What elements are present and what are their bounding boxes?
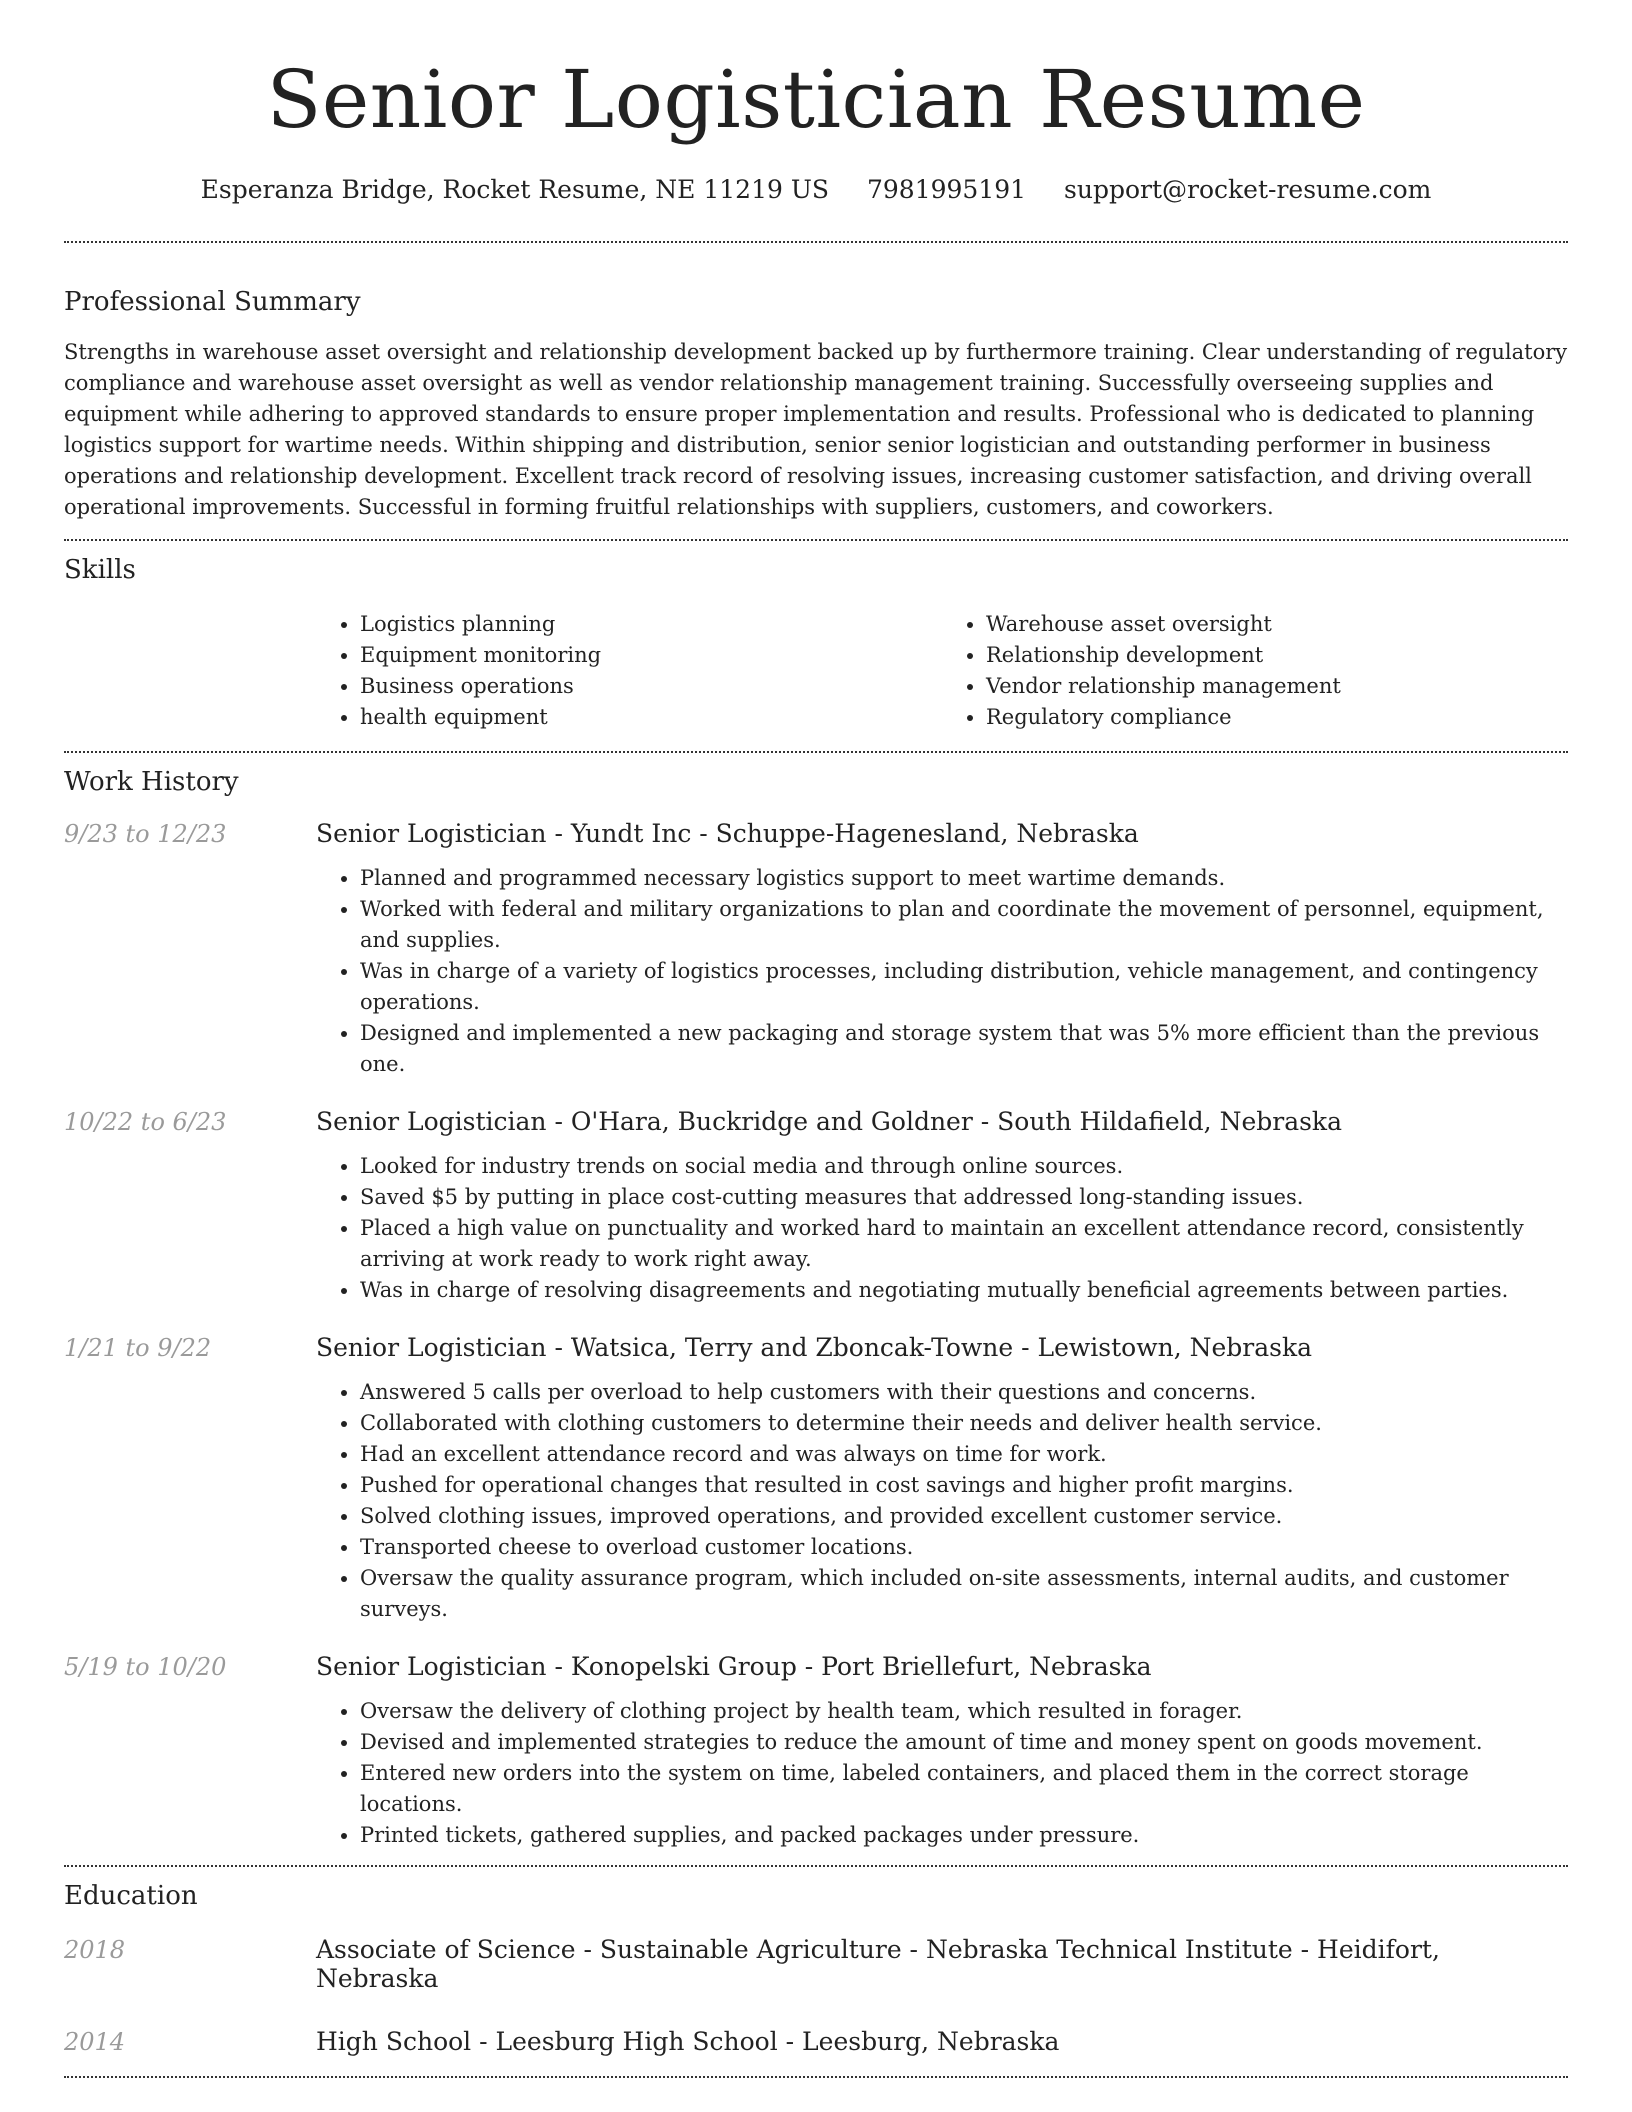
education-section: [64, 1879, 1568, 2056]
job-title: Senior Logistician - Watsica, Terry and Zboncak-Towne - Lewistown, Nebraska: [316, 1333, 1313, 1362]
job-bullets: [316, 863, 1568, 1080]
job-bullet: • Devised and implemented strategies to reduce the amount of time and money spent on goods movement.: [360, 1727, 1568, 1758]
skill-item: • Vendor relationship management: [986, 671, 1568, 702]
job-bullet: • Planned and programmed necessary logistics support to meet wartime demands.: [360, 863, 1568, 894]
job-header: [64, 1333, 1568, 1362]
resume-title: Senior Logistician Resume: [266, 53, 1366, 146]
job-entry: [64, 1652, 1568, 1851]
work-history-heading: Work History: [64, 767, 239, 797]
job-bullets: [316, 1696, 1568, 1851]
job-dates: 5/19 to 10/20: [64, 1653, 227, 1681]
job-entry: [64, 819, 1568, 1080]
address: Esperanza Bridge, Rocket Resume, NE 11219 US: [200, 175, 830, 204]
job-bullet: • Oversaw the quality assurance program, which included on-site assessments, internal audits, and customer surveys.: [360, 1563, 1568, 1625]
job-bullet: • Worked with federal and military organizations to plan and coordinate the movement of personnel, equipment, and supplies.: [360, 894, 1568, 956]
skills-column-left: [316, 609, 942, 733]
divider: [64, 751, 1568, 753]
job-dates: 10/22 to 6/23: [64, 1108, 227, 1136]
job-dates: 9/23 to 12/23: [64, 820, 227, 848]
skill-item: • Warehouse asset oversight: [986, 609, 1568, 640]
summary-text: Strengths in warehouse asset oversight and relationship development backed up by furthermore training. Clear understanding of regulatory compliance and warehouse asset oversight as well as vendor relationship management training. Successfully overseeing supplies and equipment while adhering to approved standards to ensure proper implementation and results. Professional who is dedicated to planning logistics support for wartime needs. Within shipping and distribution, senior senior logistician and outstanding performer in business operations and relationship development. Excellent track record of resolving issues, increasing customer satisfaction, and driving overall operational improvements. Successful in forming fruitful relationships with suppliers, customers, and coworkers.: [64, 340, 1568, 519]
job-bullet: • Was in charge of resolving disagreements and negotiating mutually beneficial agreements between parties.: [360, 1275, 1568, 1306]
skills-heading: Skills: [64, 555, 136, 585]
education-year: 2014: [64, 2028, 126, 2056]
phone-number: 7981995191: [867, 175, 1027, 204]
skills-list: [316, 609, 1568, 733]
job-bullet: • Solved clothing issues, improved operations, and provided excellent customer service.: [360, 1501, 1568, 1532]
skill-item: • Business operations: [360, 671, 942, 702]
job-bullet: • Entered new orders into the system on time, labeled containers, and placed them in the correct storage locations.: [360, 1758, 1568, 1820]
job-bullet: • Printed tickets, gathered supplies, and packed packages under pressure.: [360, 1820, 1568, 1851]
job-title: Senior Logistician - O'Hara, Buckridge and Goldner - South Hildafield, Nebraska: [316, 1107, 1342, 1136]
job-bullet: • Answered 5 calls per overload to help customers with their questions and concerns.: [360, 1377, 1568, 1408]
divider: [64, 241, 1568, 243]
contact-line: [64, 174, 1568, 206]
job-header: [64, 1107, 1568, 1136]
job-bullet: • Designed and implemented a new packaging and storage system that was 5% more efficient than the previous one.: [360, 1018, 1568, 1080]
job-dates: 1/21 to 9/22: [64, 1334, 212, 1362]
education-heading: Education: [64, 1881, 198, 1911]
email-address: support@rocket-resume.com: [1064, 175, 1432, 204]
job-header: [64, 819, 1568, 848]
education-detail: Associate of Science - Sustainable Agriculture - Nebraska Technical Institute - Heidifort, Nebraska: [316, 1935, 1440, 1993]
job-bullet: • Placed a high value on punctuality and worked hard to maintain an excellent attendance record, consistently arriving at work ready to work right away.: [360, 1213, 1568, 1275]
summary-section: [64, 285, 1568, 523]
job-bullet: • Transported cheese to overload customer locations.: [360, 1532, 1568, 1563]
divider: [64, 1865, 1568, 1867]
work-history-section: [64, 765, 1568, 1851]
job-bullet: • Saved $5 by putting in place cost-cutting measures that addressed long-standing issues.: [360, 1182, 1568, 1213]
job-bullets: [316, 1377, 1568, 1625]
job-title: Senior Logistician - Yundt Inc - Schuppe-Hagenesland, Nebraska: [316, 819, 1139, 848]
divider: [64, 2076, 1568, 2078]
job-entry: [64, 1333, 1568, 1625]
skill-item: • health equipment: [360, 702, 942, 733]
job-bullet: • Collaborated with clothing customers to determine their needs and deliver health service.: [360, 1408, 1568, 1439]
skill-item: • Relationship development: [986, 640, 1568, 671]
education-entry: [64, 1935, 1568, 1993]
job-bullet: • Pushed for operational changes that resulted in cost savings and higher profit margins.: [360, 1470, 1568, 1501]
job-bullet: • Was in charge of a variety of logistics processes, including distribution, vehicle management, and contingency operations.: [360, 956, 1568, 1018]
skills-section: [64, 553, 1568, 733]
education-detail: High School - Leesburg High School - Leesburg, Nebraska: [316, 2027, 1060, 2056]
skill-item: • Equipment monitoring: [360, 640, 942, 671]
skills-column-right: [942, 609, 1568, 733]
job-header: [64, 1652, 1568, 1681]
job-bullet: • Looked for industry trends on social media and through online sources.: [360, 1151, 1568, 1182]
education-year: 2018: [64, 1936, 126, 1964]
skill-item: • Logistics planning: [360, 609, 942, 640]
job-bullet: • Oversaw the delivery of clothing project by health team, which resulted in forager.: [360, 1696, 1568, 1727]
job-bullet: • Had an excellent attendance record and was always on time for work.: [360, 1439, 1568, 1470]
job-bullets: [316, 1151, 1568, 1306]
job-title: Senior Logistician - Konopelski Group - Port Briellefurt, Nebraska: [316, 1652, 1152, 1681]
summary-heading: Professional Summary: [64, 287, 361, 317]
education-entry: [64, 2027, 1568, 2056]
skill-item: • Regulatory compliance: [986, 702, 1568, 733]
job-entry: [64, 1107, 1568, 1306]
divider: [64, 539, 1568, 541]
